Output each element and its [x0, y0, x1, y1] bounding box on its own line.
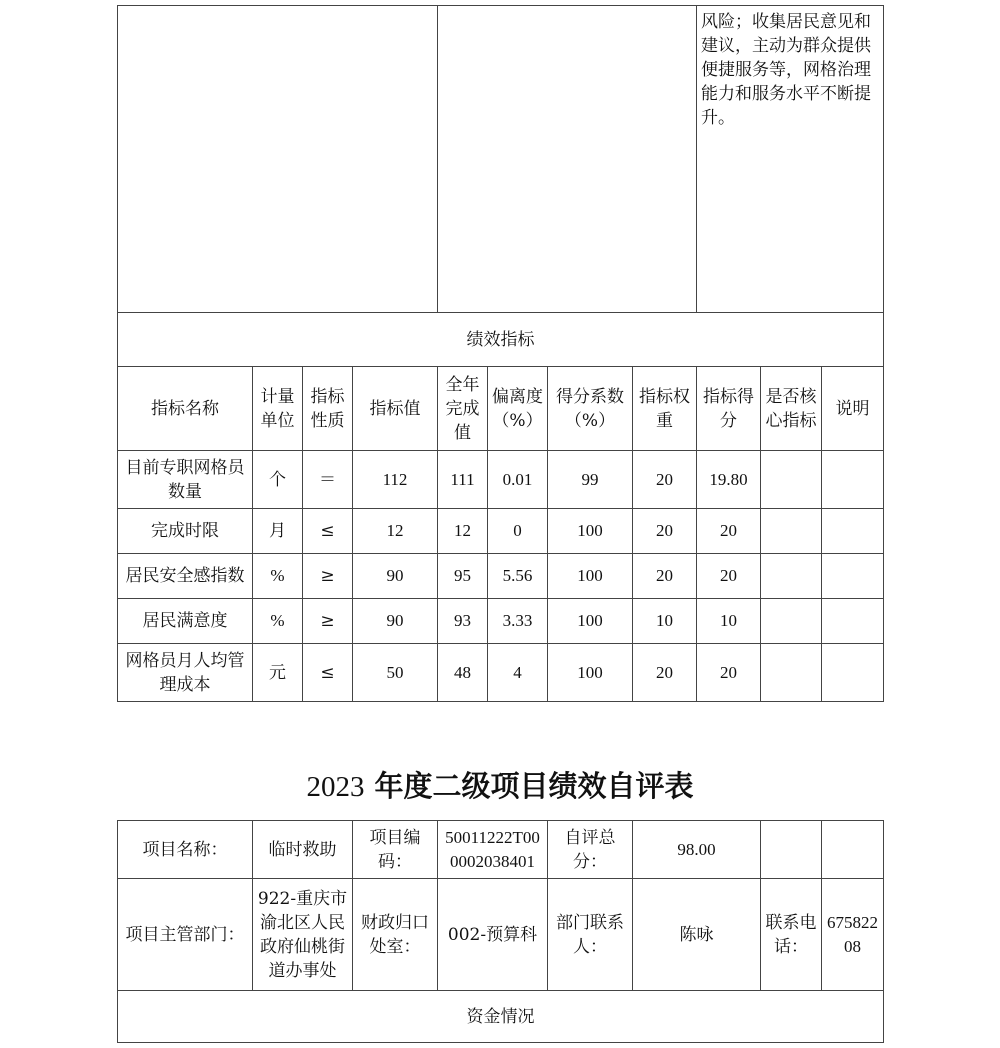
- table-row: [118, 451, 884, 509]
- table-row: [118, 509, 884, 554]
- indicator-unit: 个: [253, 451, 303, 509]
- header-cell: 计量单位: [253, 367, 303, 451]
- indicator-score: 20: [697, 509, 761, 554]
- header-cell: 偏离度（%）: [488, 367, 548, 451]
- indicator-weight: 20: [633, 451, 697, 509]
- indicator-deviation: 0: [488, 509, 548, 554]
- title-text: 年度二级项目绩效自评表: [374, 769, 694, 803]
- indicator-target: 90: [353, 599, 438, 644]
- header-cell: 指标得分: [697, 367, 761, 451]
- indicator-note: [822, 451, 884, 509]
- indicator-core: [761, 554, 822, 599]
- indicator-nature: ≥: [303, 599, 353, 644]
- indicator-core: [761, 509, 822, 554]
- indicator-nature: ＝: [303, 451, 353, 509]
- phone-value: 67582208: [822, 879, 884, 991]
- table-row: [118, 599, 884, 644]
- indicator-target: 112: [353, 451, 438, 509]
- self-score-value: 98.00: [633, 821, 761, 879]
- indicator-unit: 月: [253, 509, 303, 554]
- header-cell: 说明: [822, 367, 884, 451]
- dept-value: 922-重庆市渝北区人民政府仙桃街道办事处: [253, 879, 353, 991]
- project-name-value: 临时救助: [253, 821, 353, 879]
- indicator-weight: 20: [633, 554, 697, 599]
- indicator-target: 50: [353, 644, 438, 702]
- table-row: [118, 644, 884, 702]
- indicator-coef: 100: [548, 599, 633, 644]
- header-cell: 是否核心指标: [761, 367, 822, 451]
- indicator-coef: 100: [548, 554, 633, 599]
- contact-value: 陈咏: [633, 879, 761, 991]
- indicator-target: 90: [353, 554, 438, 599]
- indicator-name: 居民满意度: [118, 599, 253, 644]
- blank-cell: [822, 821, 884, 879]
- header-row: [118, 367, 884, 451]
- contact-label: 部门联系人：: [548, 879, 633, 991]
- blank-cell: [118, 6, 438, 313]
- indicator-name: 目前专职网格员数量: [118, 451, 253, 509]
- indicator-coef: 100: [548, 509, 633, 554]
- project-name-label: 项目名称：: [118, 821, 253, 879]
- indicator-name: 居民安全感指数: [118, 554, 253, 599]
- title-year: 2023: [306, 771, 365, 803]
- indicator-nature: ≤: [303, 644, 353, 702]
- funds-section-title: 资金情况: [118, 991, 884, 1043]
- header-cell: 指标性质: [303, 367, 353, 451]
- indicator-deviation: 5.56: [488, 554, 548, 599]
- indicator-score: 20: [697, 554, 761, 599]
- indicator-core: [761, 451, 822, 509]
- indicator-note: [822, 644, 884, 702]
- finance-label: 财政归口处室：: [353, 879, 438, 991]
- indicator-core: [761, 599, 822, 644]
- blank-cell: [438, 6, 697, 313]
- indicator-coef: 99: [548, 451, 633, 509]
- self-score-label: 自评总分：: [548, 821, 633, 879]
- project-code-value: 50011222T000002038401: [438, 821, 548, 879]
- indicator-score: 20: [697, 644, 761, 702]
- indicator-weight: 20: [633, 644, 697, 702]
- indicator-actual: 95: [438, 554, 488, 599]
- project-info-table: [117, 820, 884, 1043]
- indicator-unit: %: [253, 554, 303, 599]
- header-cell: 指标权重: [633, 367, 697, 451]
- project-code-label: 项目编码：: [353, 821, 438, 879]
- indicator-actual: 12: [438, 509, 488, 554]
- indicator-name: 网格员月人均管理成本: [118, 644, 253, 702]
- indicator-core: [761, 644, 822, 702]
- indicator-name: 完成时限: [118, 509, 253, 554]
- indicator-unit: %: [253, 599, 303, 644]
- indicator-note: [822, 509, 884, 554]
- header-cell: 全年完成值: [438, 367, 488, 451]
- page-title: [0, 764, 1000, 805]
- dept-label: 项目主管部门：: [118, 879, 253, 991]
- performance-indicator-table: [117, 5, 884, 702]
- blank-cell: [761, 821, 822, 879]
- continuation-text: 风险；收集居民意见和建议，主动为群众提供便捷服务等，网格治理能力和服务水平不断提升。: [697, 6, 884, 313]
- indicator-note: [822, 554, 884, 599]
- indicator-nature: ≤: [303, 509, 353, 554]
- indicator-actual: 111: [438, 451, 488, 509]
- indicator-actual: 93: [438, 599, 488, 644]
- indicator-actual: 48: [438, 644, 488, 702]
- indicator-target: 12: [353, 509, 438, 554]
- table-row: [118, 554, 884, 599]
- phone-label: 联系电话：: [761, 879, 822, 991]
- header-cell: 指标值: [353, 367, 438, 451]
- header-cell: 得分系数（%）: [548, 367, 633, 451]
- indicator-note: [822, 599, 884, 644]
- indicator-deviation: 0.01: [488, 451, 548, 509]
- indicator-score: 19.80: [697, 451, 761, 509]
- indicator-weight: 20: [633, 509, 697, 554]
- indicator-deviation: 3.33: [488, 599, 548, 644]
- finance-value: 002-预算科: [438, 879, 548, 991]
- indicator-coef: 100: [548, 644, 633, 702]
- indicator-score: 10: [697, 599, 761, 644]
- indicator-unit: 元: [253, 644, 303, 702]
- indicator-nature: ≥: [303, 554, 353, 599]
- section-title: 绩效指标: [118, 313, 884, 367]
- indicator-weight: 10: [633, 599, 697, 644]
- indicator-deviation: 4: [488, 644, 548, 702]
- header-cell: 指标名称: [118, 367, 253, 451]
